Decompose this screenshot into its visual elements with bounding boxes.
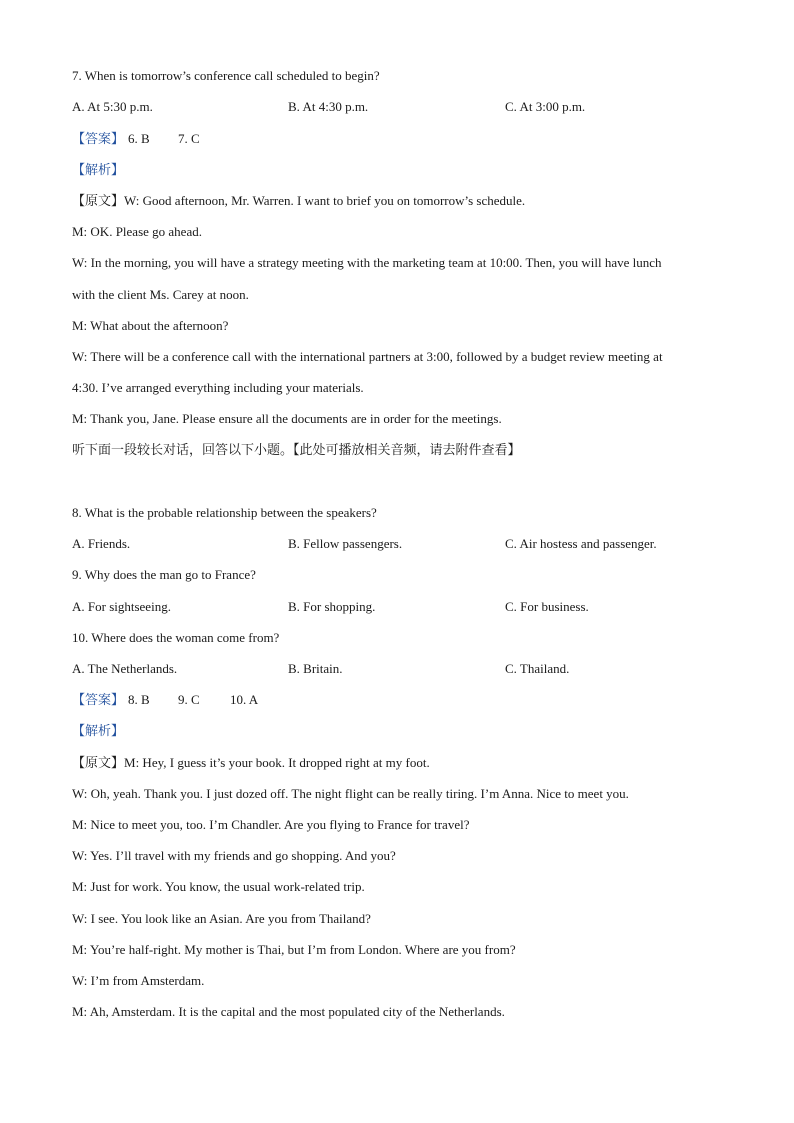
q9-option-c: C. For business. bbox=[505, 599, 589, 614]
analysis-block-2 bbox=[72, 722, 124, 741]
answer-label: 【答案】 bbox=[72, 693, 125, 708]
transcript-line: M: Just for work. You know, the usual work-related trip. bbox=[72, 879, 365, 894]
transcript-label: 【原文】 bbox=[72, 194, 125, 209]
answer-item: 8. B bbox=[128, 692, 150, 707]
q10-option-b: B. Britain. bbox=[288, 661, 343, 676]
transcript-text: M: Hey, I guess it’s your book. It dropped right at my foot. bbox=[124, 755, 430, 770]
transcript-line: M: OK. Please go ahead. bbox=[72, 224, 202, 239]
transcript-line: W: There will be a conference call with the international partners at 3:00, followed by a budget review meeting at bbox=[72, 349, 663, 364]
q7-option-c: C. At 3:00 p.m. bbox=[505, 99, 586, 114]
answer-label: 【答案】 bbox=[72, 132, 125, 147]
q10-option-a: A. The Netherlands. bbox=[72, 661, 178, 676]
q9-option-b: B. For shopping. bbox=[288, 599, 376, 614]
transcript-line: W: I’m from Amsterdam. bbox=[72, 973, 205, 988]
transcript-line: 4:30. I’ve arranged everything including your materials. bbox=[72, 380, 364, 395]
transcript-label: 【原文】 bbox=[72, 756, 125, 771]
answer-item: 9. C bbox=[178, 692, 200, 707]
transcript-text: W: Good afternoon, Mr. Warren. I want to brief you on tomorrow’s schedule. bbox=[124, 193, 526, 208]
analysis-label: 【解析】 bbox=[72, 724, 125, 739]
transcript-line bbox=[72, 192, 525, 211]
q9-option-a: A. For sightseeing. bbox=[72, 599, 171, 614]
transcript-line: M: What about the afternoon? bbox=[72, 318, 229, 333]
answer-block-2 bbox=[72, 691, 259, 710]
analysis-label: 【解析】 bbox=[72, 163, 125, 178]
transcript-line: M: You’re half-right. My mother is Thai, but I’m from London. Where are you from? bbox=[72, 942, 516, 957]
answer-block-1 bbox=[72, 130, 200, 149]
question-10: 10. Where does the woman come from? bbox=[72, 630, 280, 645]
question-7: 7. When is tomorrow’s conference call scheduled to begin? bbox=[72, 68, 380, 83]
question-9: 9. Why does the man go to France? bbox=[72, 567, 256, 582]
transcript-line: W: I see. You look like an Asian. Are you from Thailand? bbox=[72, 911, 371, 926]
question-8: 8. What is the probable relationship between the speakers? bbox=[72, 505, 377, 520]
transcript-line: W: Oh, yeah. Thank you. I just dozed off. The night flight can be really tiring. I’m Anna. Nice to meet you. bbox=[72, 786, 629, 801]
transcript-line: W: Yes. I’ll travel with my friends and go shopping. And you? bbox=[72, 848, 396, 863]
q7-option-a: A. At 5:30 p.m. bbox=[72, 99, 153, 114]
q8-option-b: B. Fellow passengers. bbox=[288, 536, 403, 551]
q10-option-c: C. Thailand. bbox=[505, 661, 570, 676]
transcript-line: M: Ah, Amsterdam. It is the capital and the most populated city of the Netherlands. bbox=[72, 1004, 505, 1019]
transcript-line: M: Nice to meet you, too. I’m Chandler. Are you flying to France for travel? bbox=[72, 817, 470, 832]
q8-option-c: C. Air hostess and passenger. bbox=[505, 536, 657, 551]
transcript-line: M: Thank you, Jane. Please ensure all the documents are in order for the meetings. bbox=[72, 411, 502, 426]
analysis-block-1 bbox=[72, 161, 124, 180]
answer-item: 10. A bbox=[230, 692, 259, 707]
q8-option-a: A. Friends. bbox=[72, 536, 131, 551]
transcript-line bbox=[72, 754, 430, 773]
answer-item: 7. C bbox=[178, 131, 200, 146]
answer-item: 6. B bbox=[128, 131, 150, 146]
section-instruction: 听下面一段较长对话，回答以下小题。【此处可播放相关音频，请去附件查看】 bbox=[72, 443, 521, 458]
transcript-line: with the client Ms. Carey at noon. bbox=[72, 287, 249, 302]
transcript-line: W: In the morning, you will have a strategy meeting with the marketing team at 10:00. Then, you will have lunch bbox=[72, 255, 662, 270]
q7-option-b: B. At 4:30 p.m. bbox=[288, 99, 369, 114]
